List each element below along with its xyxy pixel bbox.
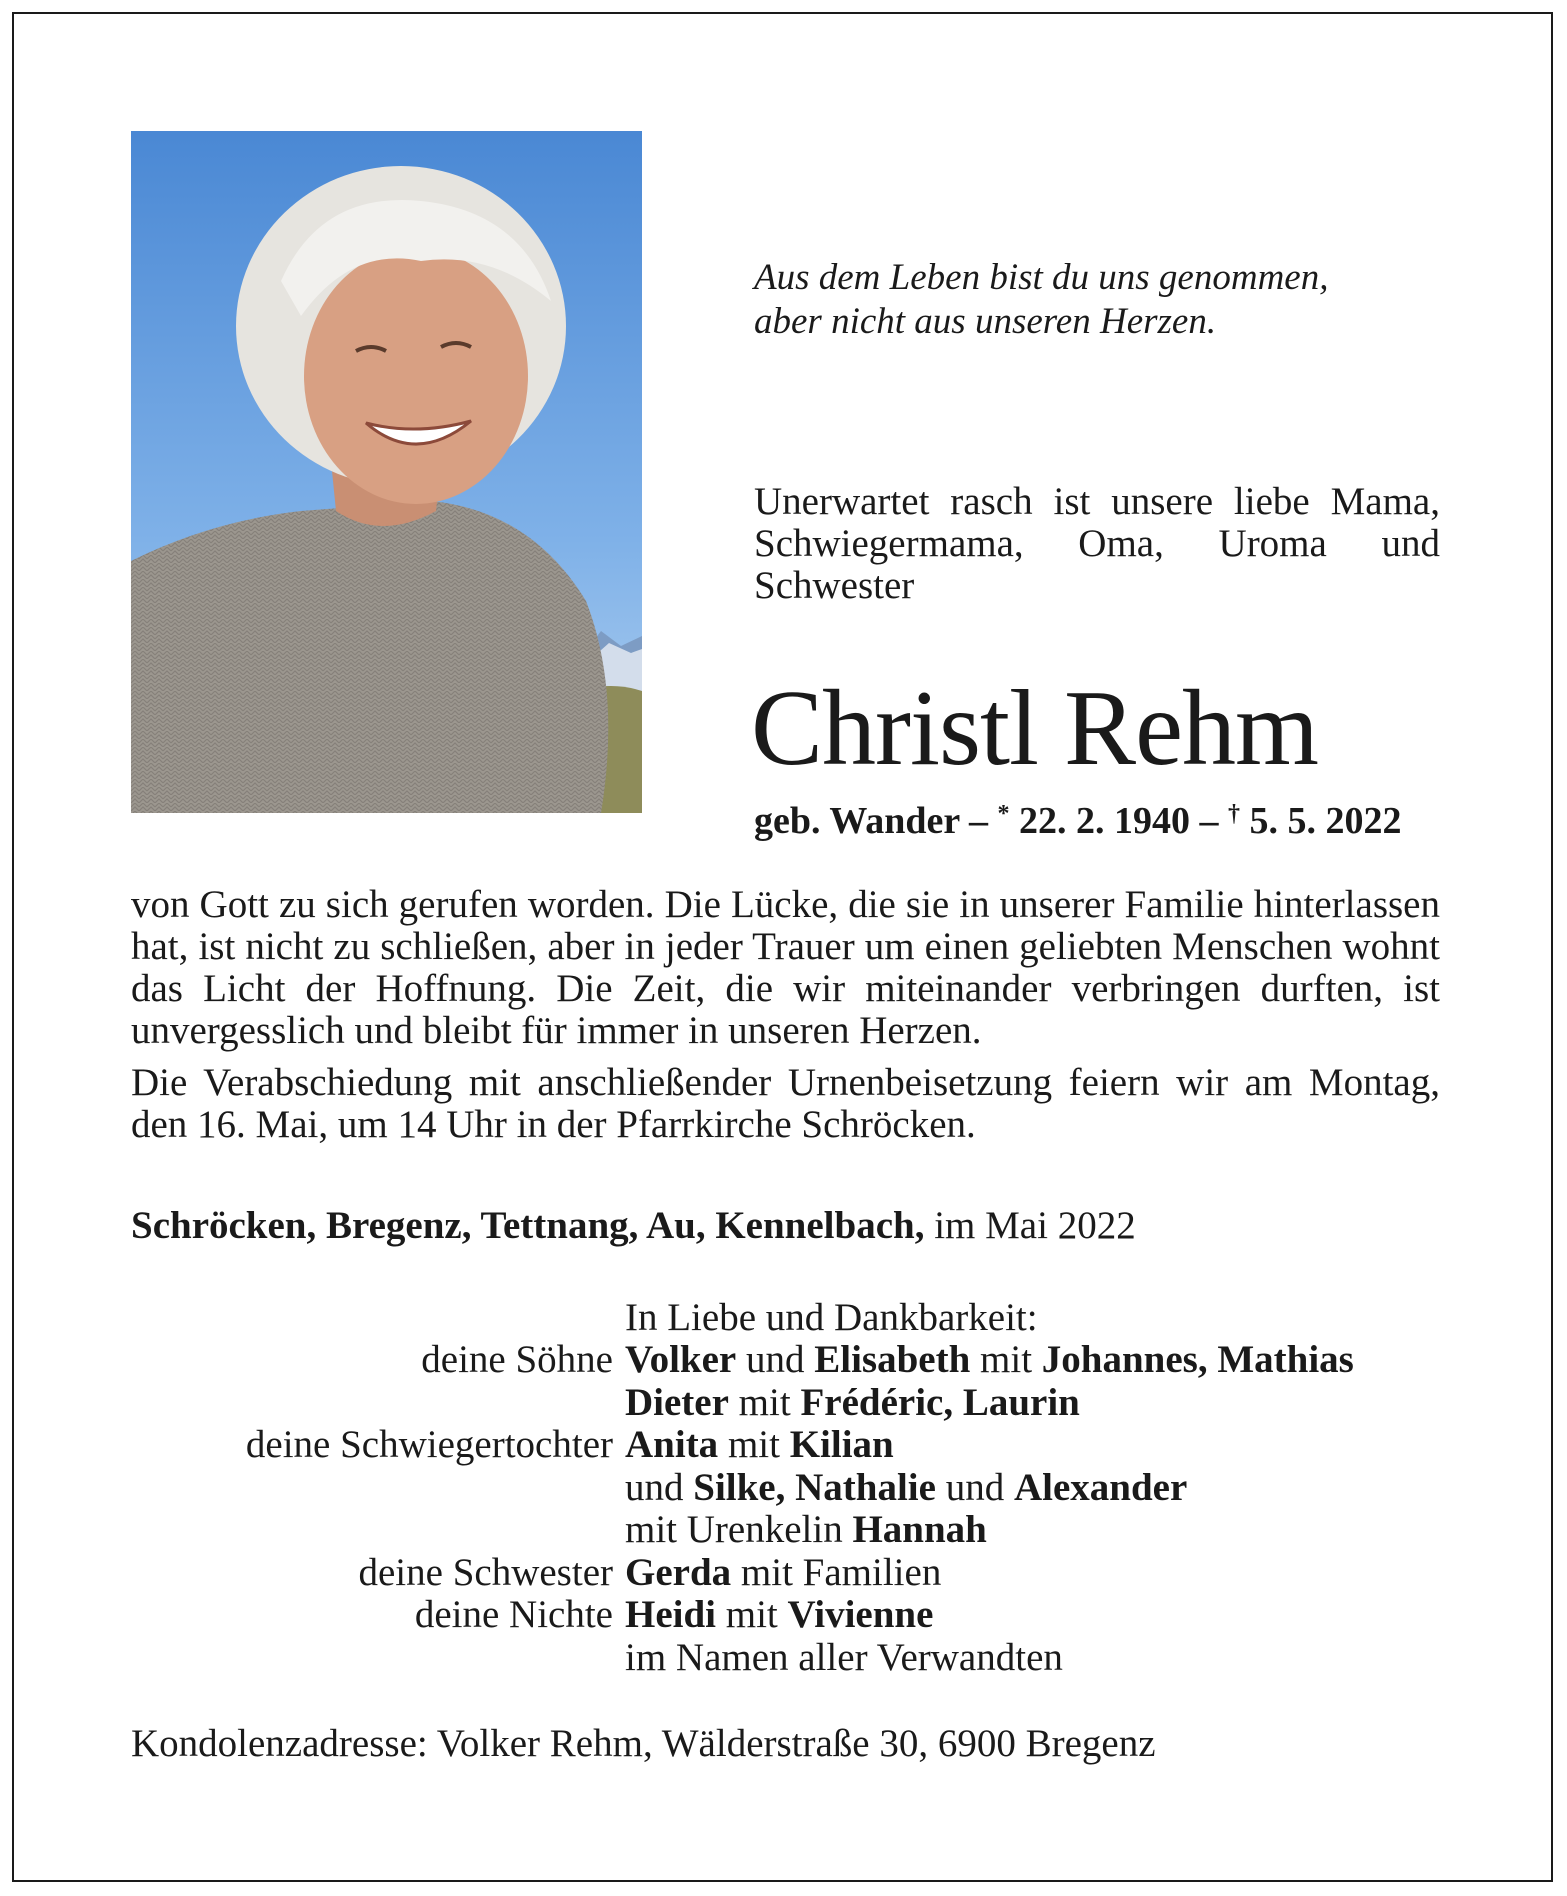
mourner-name: Kilian [789,1423,894,1466]
mourner-name: Hannah [852,1508,987,1551]
place-date-line [131,1204,1440,1248]
mourner-row [14,1552,1555,1595]
death-date: 5. 5. 2022 [1240,800,1402,842]
towns: Schröcken, Bregenz, Tettnang, Au, Kennelbach, [131,1204,925,1247]
mourner-names [625,1339,1354,1381]
mourner-connector: mit [970,1338,1042,1381]
mourner-relation: deine Schwester [358,1550,613,1594]
mourner-names [625,1509,987,1551]
mourner-row [14,1509,1555,1552]
mourner-connector: mit Urenkelin [625,1508,853,1551]
birth-date: 22. 2. 1940 [1009,800,1191,842]
mourner-name: Frédéric, Laurin [800,1380,1080,1424]
quote-line-1: Aus dem Leben bist du uns genommen, [754,257,1329,298]
mourner-row [14,1467,1555,1510]
mourner-relation: deine Nichte [414,1593,613,1636]
mourner-connector: mit [718,1423,790,1466]
mourner-connector: und [736,1338,815,1381]
memorial-quote [754,256,1454,344]
month-year: im Mai 2022 [924,1204,1136,1247]
date-separator: – [959,800,998,842]
life-dates [754,792,1454,843]
portrait-photo [131,131,642,813]
quote-line-2: aber nicht aus unseren Herzen. [754,301,1217,342]
mourner-names [625,1637,1063,1679]
mourner-name: Vivienne [787,1593,934,1636]
mourner-name: Elisabeth [814,1338,971,1381]
body-paragraph: von Gott zu sich gerufen worden. Die Lücke, die sie in unserer Familie hinterlassen hat, ist nicht zu schließen, aber in jeder Trauer um einen geliebten Menschen wohnt das Licht der Hoffnung. Die Zeit, die wir miteinander verbringen durften, ist unvergesslich und bleibt für immer in unseren Herzen. [131,883,1440,1052]
mourner-names [625,1424,894,1466]
condolence-address: Kondolenzadresse: Volker Rehm, Wälderstraße 30, 6900 Bregenz [131,1722,1156,1765]
death-symbol: † [1228,801,1241,827]
mourner-row [14,1594,1555,1637]
mourner-names [625,1467,1187,1509]
mourner-connector: und [625,1465,694,1509]
intro-text: Unerwartet rasch ist unsere liebe Mama, Schwiegermama, Oma, Uroma und Schwester [754,480,1440,607]
mourner-name: Dieter [625,1380,729,1424]
mourner-name: Gerda [625,1550,732,1594]
deceased-name: Christl Rehm [751,669,1319,788]
body-text [131,884,1440,1146]
mourner-name: Silke, Nathalie [693,1465,936,1509]
mourner-name: Anita [625,1423,719,1466]
mourner-row [14,1637,1555,1680]
mourner-connector: mit [728,1380,801,1424]
ceremony-paragraph: Die Verabschiedung mit anschließender Urnenbeisetzung feiern wir am Montag, den 16. Mai, um 14 Uhr in der Pfarrkirche Schröcken. [131,1061,1440,1146]
mourner-relation: deine Söhne [421,1338,613,1381]
mourner-connector: mit [716,1593,788,1636]
mourner-row [14,1382,1555,1425]
mourner-row [14,1339,1555,1382]
mourners-list [14,1339,1555,1679]
mourner-connector: und [935,1465,1014,1509]
mourner-name: Alexander [1013,1465,1188,1509]
mourner-connector: mit Familien [731,1550,942,1594]
mourner-name: Volker [625,1338,737,1381]
mourner-row [14,1424,1555,1467]
mourner-relation: deine Schwiegertochter [245,1423,613,1466]
mourner-names [625,1382,1080,1424]
mourner-name: Heidi [625,1593,717,1636]
mourner-names [625,1594,933,1636]
love-line: In Liebe und Dankbarkeit: [625,1296,1038,1339]
date-separator: – [1190,800,1229,842]
obituary-notice [12,12,1553,1882]
birth-name: geb. Wander [754,800,960,842]
mourner-names [625,1552,941,1594]
mourner-name: Johannes, Mathias [1041,1338,1354,1381]
mourner-connector: im Namen aller Verwandten [625,1635,1063,1679]
birth-symbol: * [997,801,1010,827]
portrait-illustration [131,131,642,813]
